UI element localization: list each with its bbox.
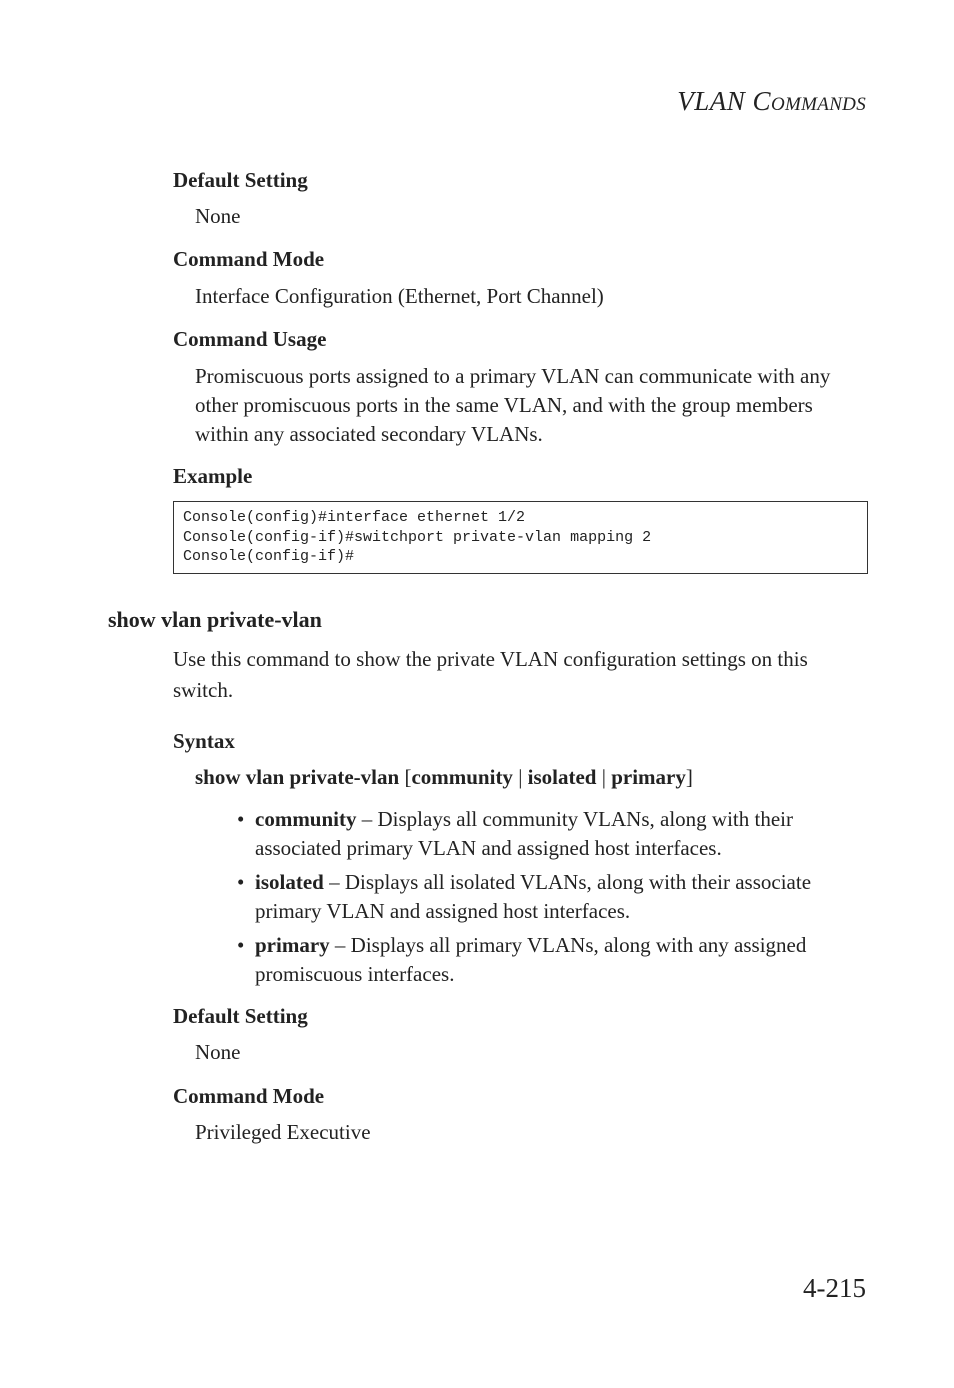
code-line: Console(config-if)# <box>183 548 355 565</box>
page-number: 4-215 <box>803 1273 866 1303</box>
command-title: show vlan private-vlan <box>108 607 322 632</box>
command-mode-value: Privileged Executive <box>195 1120 371 1144</box>
list-item: • primary – Displays all primary VLANs, along with any assigned promiscuous interfaces. <box>237 933 807 986</box>
command-mode-heading: Command Mode <box>173 1084 325 1108</box>
list-item: • isolated – Displays all isolated VLANs, along with their associate primary VLAN and assigned host interfaces. <box>237 870 812 923</box>
code-line: Console(config-if)#switchport private-vlan mapping 2 <box>183 528 652 546</box>
command-usage-heading: Command Usage <box>173 327 327 351</box>
default-setting-value: None <box>195 204 241 228</box>
syntax-line: show vlan private-vlan [community | isolated | primary] <box>195 765 693 789</box>
syntax-heading: Syntax <box>173 729 235 753</box>
command-usage-text: Promiscuous ports assigned to a primary VLAN can communicate with any other promiscuous ports in the same VLAN, and with the group members within any associated secondary VLANs. <box>195 364 831 446</box>
bullet-icon: • <box>237 870 245 894</box>
code-line: Console(config)#interface ethernet 1/2 <box>183 509 526 526</box>
running-header: VLAN COMMANDS <box>677 86 866 116</box>
default-setting-heading: Default Setting <box>173 1004 308 1028</box>
default-setting-value: None <box>195 1040 241 1064</box>
command-description: Use this command to show the private VLAN configuration settings on this switch. <box>173 647 808 702</box>
example-heading: Example <box>173 464 253 488</box>
default-setting-heading: Default Setting <box>173 168 308 192</box>
bullet-icon: • <box>237 807 245 831</box>
list-item: • community – Displays all community VLANs, along with their associated primary VLAN and assigned host interfaces. <box>237 807 793 860</box>
bullet-icon: • <box>237 933 245 957</box>
command-mode-value: Interface Configuration (Ethernet, Port Channel) <box>195 284 604 308</box>
code-example <box>173 501 868 574</box>
command-mode-heading: Command Mode <box>173 247 325 271</box>
